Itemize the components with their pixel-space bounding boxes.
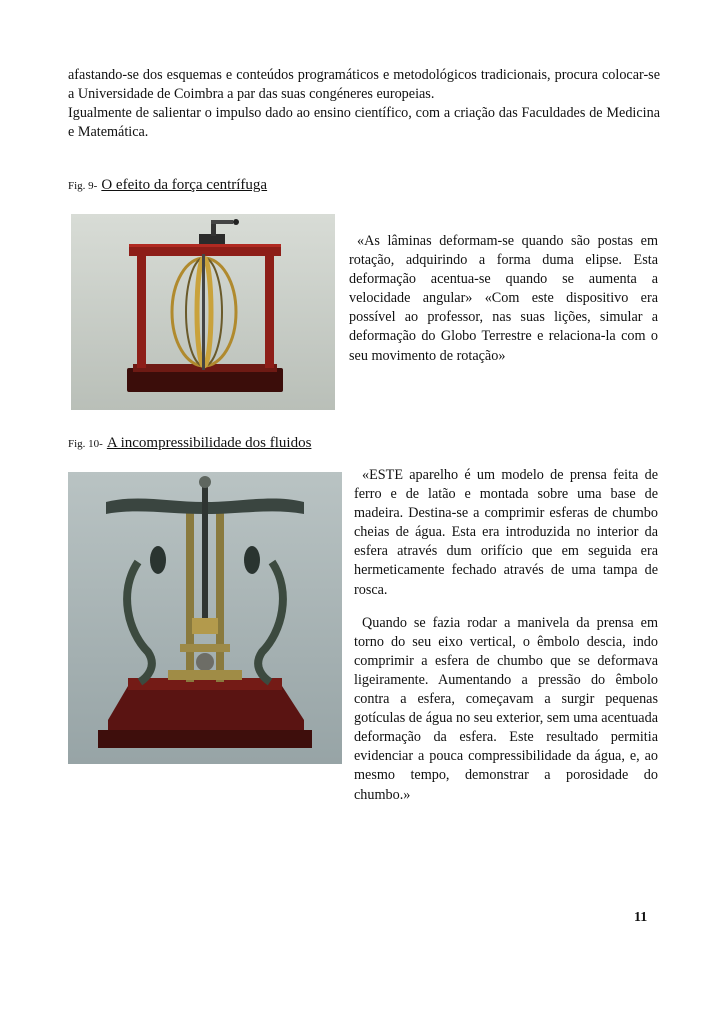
figure-9-caption (68, 176, 267, 194)
figure-9-paragraph: «As lâminas deformam-se quando são postas em rotação, adquirindo a forma duma elipse. Esta deformação acentua-se quando se aumenta a velocidade angular» «Com este dispositivo era possível ao professor, nas suas lições, simular a deformação do Globo Terrestre e relaciona-la com o seu movimento de rotação» (349, 233, 658, 364)
centrifugal-force-apparatus-photo (71, 214, 335, 410)
figure-10-caption (68, 434, 311, 452)
figure-10-paragraph: Quando se fazia rodar a manivela da prensa em torno do seu eixo vertical, o êmbolo descia, indo comprimir a esfera de chumbo que se deformava ligeiramente. Aumentando a pressão do êmbolo contra a esfera, começavam a surgir pequenas gotículas de água no seu exterior, sem uma acentuada deformação da esfera. Este resultado permitia evidenciar a pouca compressibilidade da água, e, ao mesmo tempo, demonstrar a porosidade do chumbo.» (354, 614, 658, 803)
figure-10-number: Fig. 10- (68, 438, 103, 450)
figure-10-title: A incompressibilidade dos fluidos (106, 435, 312, 451)
figure-10-paragraph: «ESTE aparelho é um modelo de prensa feita de ferro e de latão e montada sobre uma base de madeira. Destina-se a comprimir esferas de chumbo cheias de água. Esta era introduzida no interior da esfera através dum orifício que em seguida era hermeticamente fechado através de uma tampa de rosca. (354, 467, 658, 598)
figure-9-description (349, 232, 658, 366)
figure-9-number: Fig. 9- (68, 180, 98, 192)
page-number: 11 (634, 910, 648, 925)
intro-text (68, 66, 660, 142)
figure-9-title: O efeito da força centrífuga (101, 177, 268, 193)
intro-paragraph: Igualmente de salientar o impulso dado ao ensino científico, com a criação das Faculdades de Medicina e Matemática. (68, 105, 660, 140)
figure-10-description (354, 466, 658, 805)
fluid-press-apparatus-photo (68, 472, 342, 764)
intro-paragraph: afastando-se dos esquemas e conteúdos programáticos e metodológicos tradicionais, procura colocar-se a Universidade de Coimbra a par das suas congéneres europeias. (68, 67, 660, 102)
